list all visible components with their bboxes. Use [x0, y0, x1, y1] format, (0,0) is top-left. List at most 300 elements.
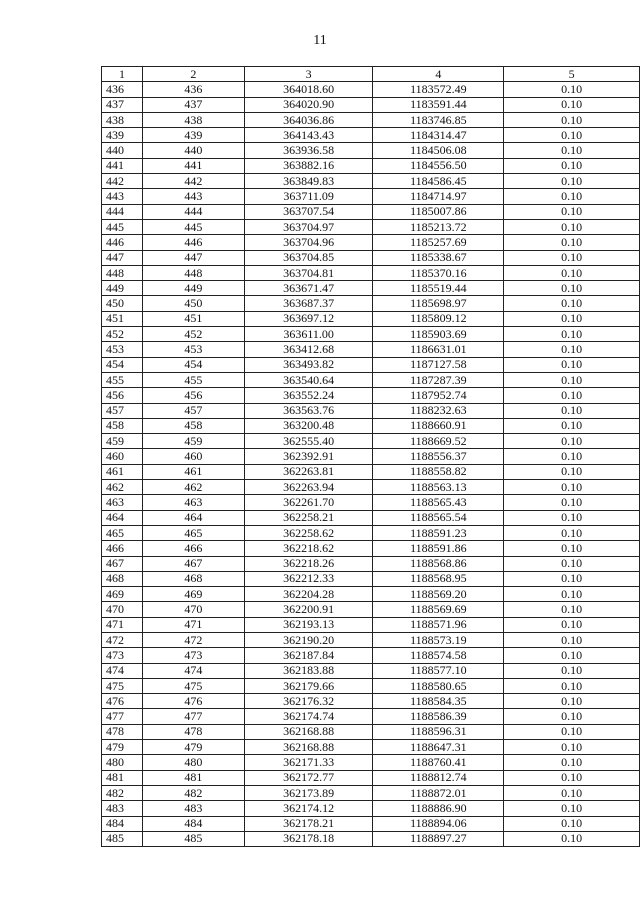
table-cell: 0.10: [504, 342, 640, 357]
table-cell: 455: [142, 372, 244, 387]
table-cell: 0.10: [504, 816, 640, 831]
table-cell: 444: [142, 204, 244, 219]
table-cell: 362212.33: [244, 571, 373, 586]
table-cell: 455: [102, 372, 143, 387]
table-cell: 436: [142, 82, 244, 97]
table-cell: 475: [102, 678, 143, 693]
table-cell: 0.10: [504, 495, 640, 510]
table-cell: 362204.28: [244, 587, 373, 602]
table-cell: 362392.91: [244, 449, 373, 464]
table-cell: 362263.94: [244, 480, 373, 495]
table-cell: 454: [142, 357, 244, 372]
table-cell: 0.10: [504, 663, 640, 678]
table-row: [102, 250, 640, 265]
table-row: [102, 281, 640, 296]
table-header-row: [102, 67, 640, 82]
coordinates-table: [101, 66, 640, 847]
table-cell: 442: [142, 174, 244, 189]
table-row: [102, 388, 640, 403]
table-cell: 454: [102, 357, 143, 372]
table-cell: 0.10: [504, 541, 640, 556]
table-cell: 362178.21: [244, 816, 373, 831]
table-cell: 1187287.39: [373, 372, 504, 387]
table-row: [102, 143, 640, 158]
table-row: [102, 342, 640, 357]
table-cell: 0.10: [504, 158, 640, 173]
table-row: [102, 831, 640, 846]
table-cell: 363200.48: [244, 418, 373, 433]
table-cell: 474: [102, 663, 143, 678]
table-cell: 363936.58: [244, 143, 373, 158]
table-cell: 1188584.35: [373, 694, 504, 709]
table-row: [102, 357, 640, 372]
table-cell: 362261.70: [244, 495, 373, 510]
table-cell: 1185257.69: [373, 235, 504, 250]
table-cell: 0.10: [504, 678, 640, 693]
table-cell: 477: [102, 709, 143, 724]
table-cell: 0.10: [504, 174, 640, 189]
table-cell: 449: [142, 281, 244, 296]
table-cell: 459: [102, 434, 143, 449]
table-row: [102, 663, 640, 678]
table-cell: 362258.62: [244, 525, 373, 540]
table-cell: 0.10: [504, 831, 640, 846]
table-cell: 362168.88: [244, 740, 373, 755]
table-cell: 466: [142, 541, 244, 556]
table-cell: 0.10: [504, 480, 640, 495]
table-cell: 0.10: [504, 632, 640, 647]
table-cell: 362193.13: [244, 617, 373, 632]
table-cell: 1184714.97: [373, 189, 504, 204]
table-cell: 1185903.69: [373, 327, 504, 342]
table-cell: 1185519.44: [373, 281, 504, 296]
table-cell: 362171.33: [244, 755, 373, 770]
table-cell: 0.10: [504, 464, 640, 479]
table-cell: 1188894.06: [373, 816, 504, 831]
table-cell: 1188556.37: [373, 449, 504, 464]
table-body: [102, 82, 640, 847]
table-cell: 482: [142, 785, 244, 800]
column-header-5: 5: [504, 67, 640, 82]
table-cell: 483: [102, 801, 143, 816]
table-cell: 1188568.95: [373, 571, 504, 586]
table-row: [102, 816, 640, 831]
table-cell: 465: [142, 525, 244, 540]
table-row: [102, 219, 640, 234]
table-cell: 448: [142, 265, 244, 280]
table-row: [102, 449, 640, 464]
table-cell: 0.10: [504, 403, 640, 418]
table-cell: 457: [142, 403, 244, 418]
table-cell: 364143.43: [244, 128, 373, 143]
column-header-3: 3: [244, 67, 373, 82]
table-cell: 1188573.19: [373, 632, 504, 647]
table-cell: 478: [142, 724, 244, 739]
table-cell: 438: [142, 112, 244, 127]
table-row: [102, 525, 640, 540]
table-row: [102, 82, 640, 97]
table-row: [102, 434, 640, 449]
table-cell: 362174.74: [244, 709, 373, 724]
table-cell: 450: [142, 296, 244, 311]
table-cell: 0.10: [504, 510, 640, 525]
table-cell: 1184556.50: [373, 158, 504, 173]
table-cell: 363704.85: [244, 250, 373, 265]
table-cell: 1188897.27: [373, 831, 504, 846]
table-cell: 484: [142, 816, 244, 831]
table-cell: 1185698.97: [373, 296, 504, 311]
table-cell: 441: [142, 158, 244, 173]
table-cell: 0.10: [504, 281, 640, 296]
table-cell: 463: [142, 495, 244, 510]
table-cell: 1188886.90: [373, 801, 504, 816]
table-cell: 363697.12: [244, 311, 373, 326]
table-cell: 0.10: [504, 235, 640, 250]
table-cell: 0.10: [504, 587, 640, 602]
table-cell: 364018.60: [244, 82, 373, 97]
table-cell: 481: [142, 770, 244, 785]
table-cell: 453: [102, 342, 143, 357]
table-cell: 0.10: [504, 418, 640, 433]
table-cell: 470: [142, 602, 244, 617]
table-cell: 0.10: [504, 617, 640, 632]
table-cell: 0.10: [504, 296, 640, 311]
table-cell: 445: [102, 219, 143, 234]
table-cell: 0.10: [504, 602, 640, 617]
table-cell: 362173.89: [244, 785, 373, 800]
table-cell: 472: [142, 632, 244, 647]
table-cell: 437: [102, 97, 143, 112]
table-row: [102, 541, 640, 556]
table-cell: 438: [102, 112, 143, 127]
table-cell: 363493.82: [244, 357, 373, 372]
table-cell: 459: [142, 434, 244, 449]
table-cell: 446: [102, 235, 143, 250]
table-cell: 452: [142, 327, 244, 342]
table-cell: 363704.97: [244, 219, 373, 234]
table-cell: 471: [102, 617, 143, 632]
table-cell: 1184586.45: [373, 174, 504, 189]
table-cell: 362263.81: [244, 464, 373, 479]
table-row: [102, 372, 640, 387]
table-cell: 1188565.54: [373, 510, 504, 525]
table-cell: 0.10: [504, 801, 640, 816]
table-cell: 462: [102, 480, 143, 495]
table-cell: 460: [102, 449, 143, 464]
table-cell: 476: [142, 694, 244, 709]
table-cell: 456: [102, 388, 143, 403]
table-cell: 0.10: [504, 189, 640, 204]
table-cell: 1188565.43: [373, 495, 504, 510]
table-row: [102, 602, 640, 617]
table-cell: 0.10: [504, 357, 640, 372]
page-number: 11: [313, 33, 327, 48]
table-cell: 444: [102, 204, 143, 219]
table-cell: 363563.76: [244, 403, 373, 418]
table-cell: 1188569.69: [373, 602, 504, 617]
table-cell: 1184314.47: [373, 128, 504, 143]
table-cell: 0.10: [504, 112, 640, 127]
table-cell: 0.10: [504, 694, 640, 709]
table-cell: 362190.20: [244, 632, 373, 647]
table-cell: 0.10: [504, 648, 640, 663]
table-cell: 439: [102, 128, 143, 143]
table-cell: 436: [102, 82, 143, 97]
table-row: [102, 189, 640, 204]
table-cell: 0.10: [504, 311, 640, 326]
table-cell: 466: [102, 541, 143, 556]
table-cell: 440: [102, 143, 143, 158]
table-row: [102, 801, 640, 816]
table-cell: 464: [102, 510, 143, 525]
table-row: [102, 403, 640, 418]
table-cell: 1188577.10: [373, 663, 504, 678]
table-cell: 363704.81: [244, 265, 373, 280]
table-cell: 363687.37: [244, 296, 373, 311]
table-cell: 1185213.72: [373, 219, 504, 234]
table-row: [102, 418, 640, 433]
table-row: [102, 770, 640, 785]
table-row: [102, 495, 640, 510]
table-row: [102, 740, 640, 755]
table-cell: 1188571.96: [373, 617, 504, 632]
table-cell: 473: [142, 648, 244, 663]
table-cell: 470: [102, 602, 143, 617]
table-cell: 451: [142, 311, 244, 326]
table-cell: 1188872.01: [373, 785, 504, 800]
table-cell: 0.10: [504, 327, 640, 342]
table-cell: 0.10: [504, 740, 640, 755]
table-cell: 443: [142, 189, 244, 204]
table-cell: 450: [102, 296, 143, 311]
table-cell: 460: [142, 449, 244, 464]
table-cell: 1188568.86: [373, 556, 504, 571]
table-cell: 478: [102, 724, 143, 739]
table-cell: 452: [102, 327, 143, 342]
table-cell: 362187.84: [244, 648, 373, 663]
table-cell: 443: [102, 189, 143, 204]
table-cell: 363552.24: [244, 388, 373, 403]
table-cell: 1188812.74: [373, 770, 504, 785]
table-cell: 1188591.23: [373, 525, 504, 540]
table-cell: 1188569.20: [373, 587, 504, 602]
table-row: [102, 556, 640, 571]
table-cell: 1188647.31: [373, 740, 504, 755]
table-cell: 363540.64: [244, 372, 373, 387]
table-cell: 440: [142, 143, 244, 158]
table-cell: 483: [142, 801, 244, 816]
table-cell: 1188660.91: [373, 418, 504, 433]
table-cell: 481: [102, 770, 143, 785]
table-cell: 363882.16: [244, 158, 373, 173]
table-cell: 1188563.13: [373, 480, 504, 495]
table-cell: 362555.40: [244, 434, 373, 449]
table-row: [102, 755, 640, 770]
table-row: [102, 112, 640, 127]
table-cell: 1188591.86: [373, 541, 504, 556]
table-cell: 1188669.52: [373, 434, 504, 449]
table-row: [102, 327, 640, 342]
table-cell: 0.10: [504, 434, 640, 449]
table-cell: 479: [102, 740, 143, 755]
table-cell: 467: [142, 556, 244, 571]
table-cell: 449: [102, 281, 143, 296]
table-cell: 1188596.31: [373, 724, 504, 739]
table-cell: 469: [102, 587, 143, 602]
table-row: [102, 694, 640, 709]
table-cell: 1187127.58: [373, 357, 504, 372]
table-cell: 363707.54: [244, 204, 373, 219]
table-cell: 1185338.67: [373, 250, 504, 265]
table-cell: 446: [142, 235, 244, 250]
table-cell: 485: [142, 831, 244, 846]
table-cell: 476: [102, 694, 143, 709]
table-cell: 1183591.44: [373, 97, 504, 112]
table-cell: 0.10: [504, 770, 640, 785]
table-cell: 461: [142, 464, 244, 479]
table-cell: 0.10: [504, 372, 640, 387]
table-cell: 448: [102, 265, 143, 280]
table-cell: 453: [142, 342, 244, 357]
table-cell: 362179.66: [244, 678, 373, 693]
table-row: [102, 158, 640, 173]
table-cell: 457: [102, 403, 143, 418]
table-row: [102, 571, 640, 586]
table-cell: 0.10: [504, 143, 640, 158]
table-row: [102, 678, 640, 693]
table-cell: 362174.12: [244, 801, 373, 816]
table-row: [102, 617, 640, 632]
table-row: [102, 235, 640, 250]
table-cell: 364036.86: [244, 112, 373, 127]
table-cell: 1188760.41: [373, 755, 504, 770]
table-cell: 1188232.63: [373, 403, 504, 418]
table-cell: 467: [102, 556, 143, 571]
column-header-2: 2: [142, 67, 244, 82]
table-cell: 463: [102, 495, 143, 510]
table-cell: 0.10: [504, 97, 640, 112]
table-cell: 0.10: [504, 388, 640, 403]
table-cell: 1188580.65: [373, 678, 504, 693]
table-cell: 362178.18: [244, 831, 373, 846]
table-cell: 1188586.39: [373, 709, 504, 724]
column-header-4: 4: [373, 67, 504, 82]
table-cell: 442: [102, 174, 143, 189]
table-cell: 472: [102, 632, 143, 647]
table-cell: 363412.68: [244, 342, 373, 357]
table-cell: 0.10: [504, 219, 640, 234]
table-cell: 0.10: [504, 525, 640, 540]
table-cell: 441: [102, 158, 143, 173]
table-row: [102, 311, 640, 326]
table-cell: 474: [142, 663, 244, 678]
table-cell: 1188574.58: [373, 648, 504, 663]
table-row: [102, 632, 640, 647]
table-cell: 447: [142, 250, 244, 265]
table-row: [102, 204, 640, 219]
table-row: [102, 265, 640, 280]
table-cell: 0.10: [504, 128, 640, 143]
table-cell: 439: [142, 128, 244, 143]
table-cell: 363704.96: [244, 235, 373, 250]
table-cell: 451: [102, 311, 143, 326]
table-row: [102, 296, 640, 311]
table-cell: 480: [142, 755, 244, 770]
table-cell: 0.10: [504, 556, 640, 571]
column-header-1: 1: [102, 67, 143, 82]
table-cell: 363711.09: [244, 189, 373, 204]
table-cell: 362183.88: [244, 663, 373, 678]
table-cell: 1188558.82: [373, 464, 504, 479]
table-cell: 480: [102, 755, 143, 770]
table-cell: 477: [142, 709, 244, 724]
table-row: [102, 464, 640, 479]
table-cell: 362176.32: [244, 694, 373, 709]
table-cell: 0.10: [504, 709, 640, 724]
table-row: [102, 785, 640, 800]
table-cell: 485: [102, 831, 143, 846]
table-cell: 362172.77: [244, 770, 373, 785]
table-cell: 364020.90: [244, 97, 373, 112]
table-cell: 0.10: [504, 449, 640, 464]
table-cell: 1183746.85: [373, 112, 504, 127]
table-cell: 0.10: [504, 250, 640, 265]
table-cell: 475: [142, 678, 244, 693]
table-cell: 456: [142, 388, 244, 403]
table-cell: 1187952.74: [373, 388, 504, 403]
table-cell: 1186631.01: [373, 342, 504, 357]
table-row: [102, 174, 640, 189]
table-cell: 0.10: [504, 755, 640, 770]
table-row: [102, 709, 640, 724]
table-cell: 1183572.49: [373, 82, 504, 97]
table-cell: 471: [142, 617, 244, 632]
table-cell: 362218.26: [244, 556, 373, 571]
table-cell: 0.10: [504, 785, 640, 800]
table-cell: 363849.83: [244, 174, 373, 189]
table-cell: 437: [142, 97, 244, 112]
table-cell: 447: [102, 250, 143, 265]
table-cell: 468: [142, 571, 244, 586]
table-row: [102, 587, 640, 602]
table-cell: 1184506.08: [373, 143, 504, 158]
table-cell: 0.10: [504, 82, 640, 97]
table-row: [102, 97, 640, 112]
table-cell: 0.10: [504, 571, 640, 586]
table-row: [102, 128, 640, 143]
table-cell: 468: [102, 571, 143, 586]
table-cell: 362218.62: [244, 541, 373, 556]
table-cell: 445: [142, 219, 244, 234]
table-cell: 461: [102, 464, 143, 479]
table-row: [102, 648, 640, 663]
table-cell: 363611.00: [244, 327, 373, 342]
table-cell: 362200.91: [244, 602, 373, 617]
table-cell: 479: [142, 740, 244, 755]
table-cell: 1185007.86: [373, 204, 504, 219]
table-cell: 484: [102, 816, 143, 831]
table-row: [102, 510, 640, 525]
table-cell: 469: [142, 587, 244, 602]
table-cell: 363671.47: [244, 281, 373, 296]
table-cell: 464: [142, 510, 244, 525]
table-cell: 362168.88: [244, 724, 373, 739]
table-row: [102, 724, 640, 739]
table-cell: 0.10: [504, 265, 640, 280]
table-cell: 458: [142, 418, 244, 433]
table-cell: 482: [102, 785, 143, 800]
table-cell: 362258.21: [244, 510, 373, 525]
